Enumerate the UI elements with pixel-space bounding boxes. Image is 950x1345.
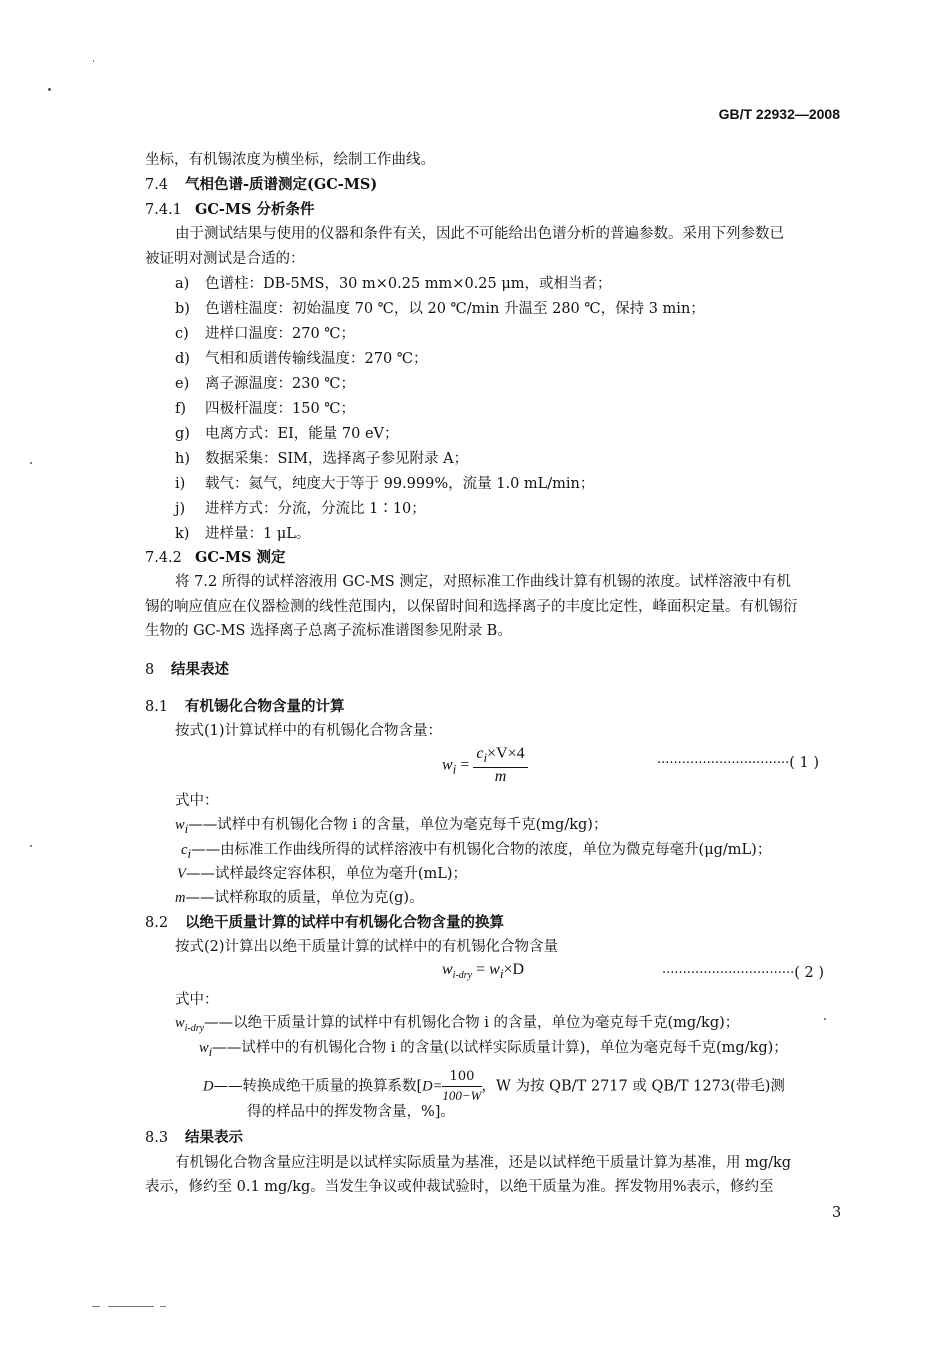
formula-2-number — [662, 962, 824, 983]
section-title: GC-MS 测定 — [195, 549, 286, 566]
scan-speck — [93, 60, 94, 62]
formula-lhs: D= — [422, 1078, 443, 1095]
item-label: d) — [175, 351, 190, 367]
standard-number: GB/T 22932—2008 — [718, 106, 840, 122]
section-heading-7-4-2 — [145, 548, 286, 568]
paragraph-line: 按式(1)计算试样中的有机锡化合物含量： — [175, 723, 443, 739]
var-description: ——由标准工作曲线所得的试样溶液中有机锡化合物的浓度，单位为微克每毫升(μg/mL)； — [191, 842, 772, 858]
var-description: ，W 为按 QB/T 2717 或 QB/T 1273(带毛)测 — [481, 1078, 785, 1095]
var-symbol: w — [199, 1040, 209, 1056]
formula-denominator: m — [494, 768, 507, 786]
item-text: 电离方式：EI，能量 70 eV； — [205, 426, 399, 442]
condition-item-b — [175, 299, 705, 319]
section-title: 有机锡化合物含量的计算 — [185, 698, 345, 715]
variable-definition — [181, 840, 771, 864]
formula-equals: = — [460, 756, 470, 774]
condition-item-c — [175, 324, 355, 344]
fraction-denominator: 100−W — [442, 1088, 482, 1103]
section-number: 8.1 — [145, 699, 169, 715]
equation-number: ( 1 ) — [789, 755, 819, 771]
formula-equals: = — [476, 961, 486, 978]
section-heading-7-4 — [145, 175, 377, 195]
item-label: a) — [175, 276, 190, 292]
paragraph-line: 生物的 GC-MS 选择离子总离子流标准谱图参见附录 B。 — [145, 623, 512, 639]
section-number: 7.4 — [145, 177, 169, 193]
condition-item-f — [175, 399, 355, 419]
paragraph-line: 按式(2)计算出以绝干质量计算的试样中的有机锡化合物含量 — [175, 939, 559, 955]
var-subscript: i — [184, 820, 189, 836]
paragraph-line: 锡的响应值应在仪器检测的线性范围内，以保留时间和选择离子的丰度比定性，峰面积定量。有机锡衍 — [145, 599, 798, 615]
paragraph-line: 将 7.2 所得的试样溶液用 GC-MS 测定，对照标准工作曲线计算有机锡的浓度。试样溶液中有机 — [175, 574, 791, 590]
section-title: 结果表示 — [185, 1129, 243, 1146]
var-subscript: i — [208, 1043, 213, 1059]
where-label: 式中： — [175, 992, 219, 1008]
item-text: 进样量：1 μL。 — [205, 526, 311, 542]
condition-item-d — [175, 349, 428, 369]
item-text: 载气：氦气，纯度大于等于 99.999%，流量 1.0 mL/min； — [205, 476, 595, 492]
section-number: 7.4.2 — [145, 550, 182, 566]
page-number: 3 — [832, 1205, 842, 1221]
item-text: 离子源温度：230 ℃； — [205, 376, 356, 392]
formula-2 — [442, 961, 524, 982]
section-title: 气相色谱-质谱测定(GC-MS) — [185, 176, 378, 193]
scan-speck — [30, 845, 32, 847]
formula-1 — [442, 745, 528, 786]
scan-speck — [30, 462, 32, 464]
var-symbol: w — [175, 1015, 185, 1031]
condition-item-h — [175, 449, 468, 469]
scan-mark — [92, 1306, 100, 1307]
item-label: i) — [175, 476, 186, 492]
formula-subscript: i — [499, 966, 504, 982]
section-heading-8 — [145, 660, 229, 680]
variable-definition — [199, 1038, 788, 1062]
formula-var: w — [489, 961, 500, 978]
item-label: c) — [175, 326, 189, 342]
formula-var: c — [476, 745, 484, 762]
item-text: 进样方式：分流，分流比 1∶10； — [205, 501, 426, 517]
formula-numerator: ×V×4 — [487, 745, 525, 762]
var-description: ——试样中的有机锡化合物 i 的含量(以试样实际质量计算)，单位为毫克每千克(mg/kg)； — [212, 1040, 788, 1056]
paragraph-line: 有机锡化合物含量应注明是以试样实际质量为基准，还是以试样绝干质量计算为基准，用 mg/kg — [175, 1155, 792, 1171]
leader-dots: ································ — [662, 966, 795, 981]
formula-subscript: i — [483, 750, 488, 766]
var-symbol: V — [177, 866, 186, 882]
item-label: g) — [175, 426, 190, 442]
condition-item-i — [175, 474, 594, 494]
variable-definition-D — [203, 1068, 785, 1105]
paragraph-line: 表示，修约至 0.1 mg/kg。当发生争议或仲裁试验时，以绝干质量为准。挥发物用%表示，修约至 — [145, 1179, 774, 1195]
scan-mark — [108, 1306, 154, 1307]
var-description: ——试样称取的质量，单位为克(g)。 — [185, 890, 424, 906]
variable-definition — [175, 888, 424, 908]
paragraph-line: 得的样品中的挥发物含量，%]。 — [247, 1104, 455, 1120]
section-number: 7.4.1 — [145, 202, 182, 218]
condition-item-g — [175, 424, 399, 444]
var-symbol: w — [175, 817, 185, 833]
section-number: 8 — [145, 662, 155, 678]
paragraph-line: 由于测试结果与使用的仪器和条件有关，因此不可能给出色谱分析的普遍参数。采用下列参数已 — [175, 226, 784, 242]
section-number: 8.3 — [145, 1130, 169, 1146]
item-label: f) — [175, 401, 187, 417]
equation-number: ( 2 ) — [794, 965, 824, 981]
item-text: 气相和质谱传输线温度：270 ℃； — [205, 351, 428, 367]
item-text: 色谱柱：DB-5MS，30 m×0.25 mm×0.25 μm，或相当者； — [205, 276, 612, 292]
item-text: 数据采集：SIM，选择离子参见附录 A； — [205, 451, 469, 467]
var-subscript: i-dry — [184, 1022, 205, 1034]
section-title: 结果表述 — [171, 661, 229, 678]
section-number: 8.2 — [145, 915, 169, 931]
formula-rhs: ×D — [503, 961, 525, 978]
section-heading-8-3 — [145, 1128, 243, 1148]
condition-item-a — [175, 274, 612, 294]
var-description: ——试样中有机锡化合物 i 的含量，单位为毫克每千克(mg/kg)； — [188, 817, 608, 833]
var-symbol: c — [181, 842, 188, 858]
variable-definition — [175, 815, 607, 839]
leader-dots: ································ — [657, 756, 790, 771]
var-subscript: i — [187, 845, 192, 861]
condition-item-k — [175, 524, 310, 544]
item-label: h) — [175, 451, 190, 467]
formula-subscript: i-dry — [452, 970, 473, 982]
formula-1-number — [657, 752, 819, 773]
section-heading-8-2 — [145, 913, 504, 933]
formula-fraction — [473, 745, 527, 786]
variable-definition — [175, 1013, 739, 1039]
item-text: 色谱柱温度：初始温度 70 ℃，以 20 ℃/min 升温至 280 ℃，保持 3 min； — [205, 301, 705, 317]
variable-definition — [177, 864, 467, 884]
item-label: e) — [175, 376, 190, 392]
var-symbol: m — [175, 890, 186, 906]
item-label: j) — [175, 501, 186, 517]
section-heading-7-4-1 — [145, 200, 315, 220]
scan-speck — [48, 88, 51, 91]
scan-mark — [160, 1306, 166, 1307]
condition-item-j — [175, 499, 426, 519]
where-label: 式中： — [175, 793, 219, 809]
formula-subscript: i — [452, 761, 457, 777]
item-label: b) — [175, 301, 190, 317]
var-description: ——以绝干质量计算的试样中有机锡化合物 i 的含量，单位为毫克每千克(mg/kg)； — [204, 1015, 740, 1031]
item-text: 进样口温度：270 ℃； — [205, 326, 356, 342]
formula-var: w — [442, 756, 453, 774]
condition-item-e — [175, 374, 355, 394]
section-title: 以绝干质量计算的试样中有机锡化合物含量的换算 — [185, 914, 504, 931]
formula-var: w — [442, 961, 453, 978]
paragraph-line: 被证明对测试是合适的： — [145, 251, 305, 267]
d-fraction — [442, 1068, 481, 1105]
paragraph-line: 坐标，有机锡浓度为横坐标，绘制工作曲线。 — [145, 152, 435, 168]
item-text: 四极杆温度：150 ℃； — [205, 401, 356, 417]
fraction-numerator: 100 — [442, 1068, 481, 1087]
section-heading-8-1 — [145, 697, 345, 717]
var-description: ——试样最终定容体积，单位为毫升(mL)； — [185, 866, 468, 882]
item-label: k) — [175, 526, 190, 542]
section-title: GC-MS 分析条件 — [195, 201, 315, 218]
scan-speck — [824, 1018, 826, 1020]
var-symbol: D — [203, 1078, 214, 1095]
var-description: ——转换成绝干质量的换算系数[ — [213, 1078, 423, 1095]
